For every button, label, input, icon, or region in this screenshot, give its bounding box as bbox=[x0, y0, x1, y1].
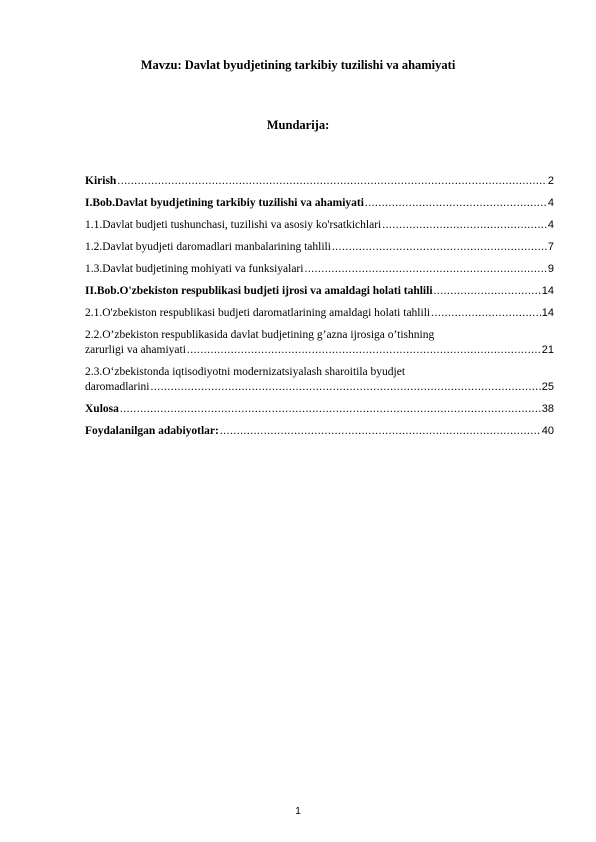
toc-entry-label: II.Bob.O'zbekiston respublikasi budjeti ijrosi va amaldagi holati tahlili bbox=[85, 285, 433, 297]
toc-entry-page: 4 bbox=[547, 197, 554, 209]
toc-entry[interactable] bbox=[85, 284, 554, 299]
toc-entry-page: 2 bbox=[547, 175, 554, 187]
toc-entry[interactable] bbox=[85, 196, 554, 211]
toc-entry[interactable] bbox=[85, 424, 554, 439]
toc-leader-dots bbox=[117, 174, 547, 189]
toc-entry-label: Foydalanilgan adabiyotlar: bbox=[85, 425, 219, 437]
document-title: Mavzu: Davlat byudjetining tarkibiy tuzilishi va ahamiyati bbox=[140, 58, 456, 72]
toc-entry-line bbox=[85, 240, 554, 255]
toc-entry-line bbox=[85, 306, 554, 321]
toc-entry-page: 4 bbox=[547, 219, 554, 231]
toc-leader-dots bbox=[151, 380, 541, 395]
toc-entry[interactable] bbox=[85, 262, 554, 277]
toc-leader-dots bbox=[304, 262, 546, 277]
toc-entry-label: 1.2.Davlat byudjeti daromadlari manbalarining tahlili bbox=[85, 241, 331, 253]
table-of-contents bbox=[85, 174, 554, 446]
toc-entry-line bbox=[85, 402, 554, 417]
toc-entry-line bbox=[85, 174, 554, 189]
toc-entry-line bbox=[85, 196, 554, 211]
toc-entry-line bbox=[85, 380, 554, 395]
toc-entry[interactable] bbox=[85, 402, 554, 417]
toc-leader-dots bbox=[187, 343, 541, 358]
toc-entry[interactable] bbox=[85, 365, 554, 395]
toc-entry-line bbox=[85, 218, 554, 233]
toc-entry-page: 38 bbox=[541, 403, 554, 415]
toc-entry-page: 21 bbox=[541, 344, 554, 356]
toc-entry-page: 9 bbox=[547, 263, 554, 275]
toc-entry-line bbox=[85, 424, 554, 439]
toc-entry-page: 25 bbox=[541, 381, 554, 393]
toc-entry-label: daromadlarini bbox=[85, 381, 150, 393]
toc-entry[interactable] bbox=[85, 306, 554, 321]
toc-entry-label: Kirish bbox=[85, 175, 117, 187]
toc-entry-line bbox=[85, 343, 554, 358]
page-number: 1 bbox=[295, 806, 301, 817]
toc-leader-dots bbox=[220, 424, 541, 439]
toc-entry-page: 14 bbox=[541, 307, 554, 319]
toc-entry[interactable] bbox=[85, 328, 554, 358]
toc-entry[interactable] bbox=[85, 174, 554, 189]
toc-entry-page: 40 bbox=[541, 425, 554, 437]
toc-entry-label: 1.3.Davlat budjetining mohiyati va funksiyalari bbox=[85, 263, 304, 275]
toc-leader-dots bbox=[332, 240, 547, 255]
toc-entry-line bbox=[85, 284, 554, 299]
toc-entry[interactable] bbox=[85, 240, 554, 255]
toc-entry[interactable] bbox=[85, 218, 554, 233]
toc-entry-label: I.Bob.Davlat byudjetining tarkibiy tuzilishi va ahamiyati bbox=[85, 197, 364, 209]
toc-leader-dots bbox=[434, 284, 541, 299]
toc-leader-dots bbox=[365, 196, 547, 211]
toc-entry-line bbox=[85, 262, 554, 277]
toc-leader-dots bbox=[382, 218, 547, 233]
toc-entry-first-line: 2.2.O’zbekiston respublikasida davlat budjetining g’azna ijrosiga o’tishning bbox=[85, 329, 435, 341]
toc-entry-label: zarurligi va ahamiyati bbox=[85, 344, 186, 356]
toc-entry-page: 7 bbox=[547, 241, 554, 253]
toc-leader-dots bbox=[431, 306, 541, 321]
toc-leader-dots bbox=[120, 402, 541, 417]
toc-entry-page: 14 bbox=[541, 285, 554, 297]
toc-entry-label: Xulosa bbox=[85, 403, 119, 415]
toc-entry-label: 2.1.O'zbekiston respublikasi budjeti daromatlarining amaldagi holati tahlili bbox=[85, 307, 431, 319]
toc-entry-label: 1.1.Davlat budjeti tushunchasi, tuzilishi va asosiy ko'rsatkichlari bbox=[85, 219, 382, 231]
toc-entry-first-line: 2.3.O‘zbekistonda iqtisodiyotni modernizatsiyalash sharoitila byudjet bbox=[85, 366, 406, 378]
toc-heading: Mundarija: bbox=[266, 118, 330, 132]
